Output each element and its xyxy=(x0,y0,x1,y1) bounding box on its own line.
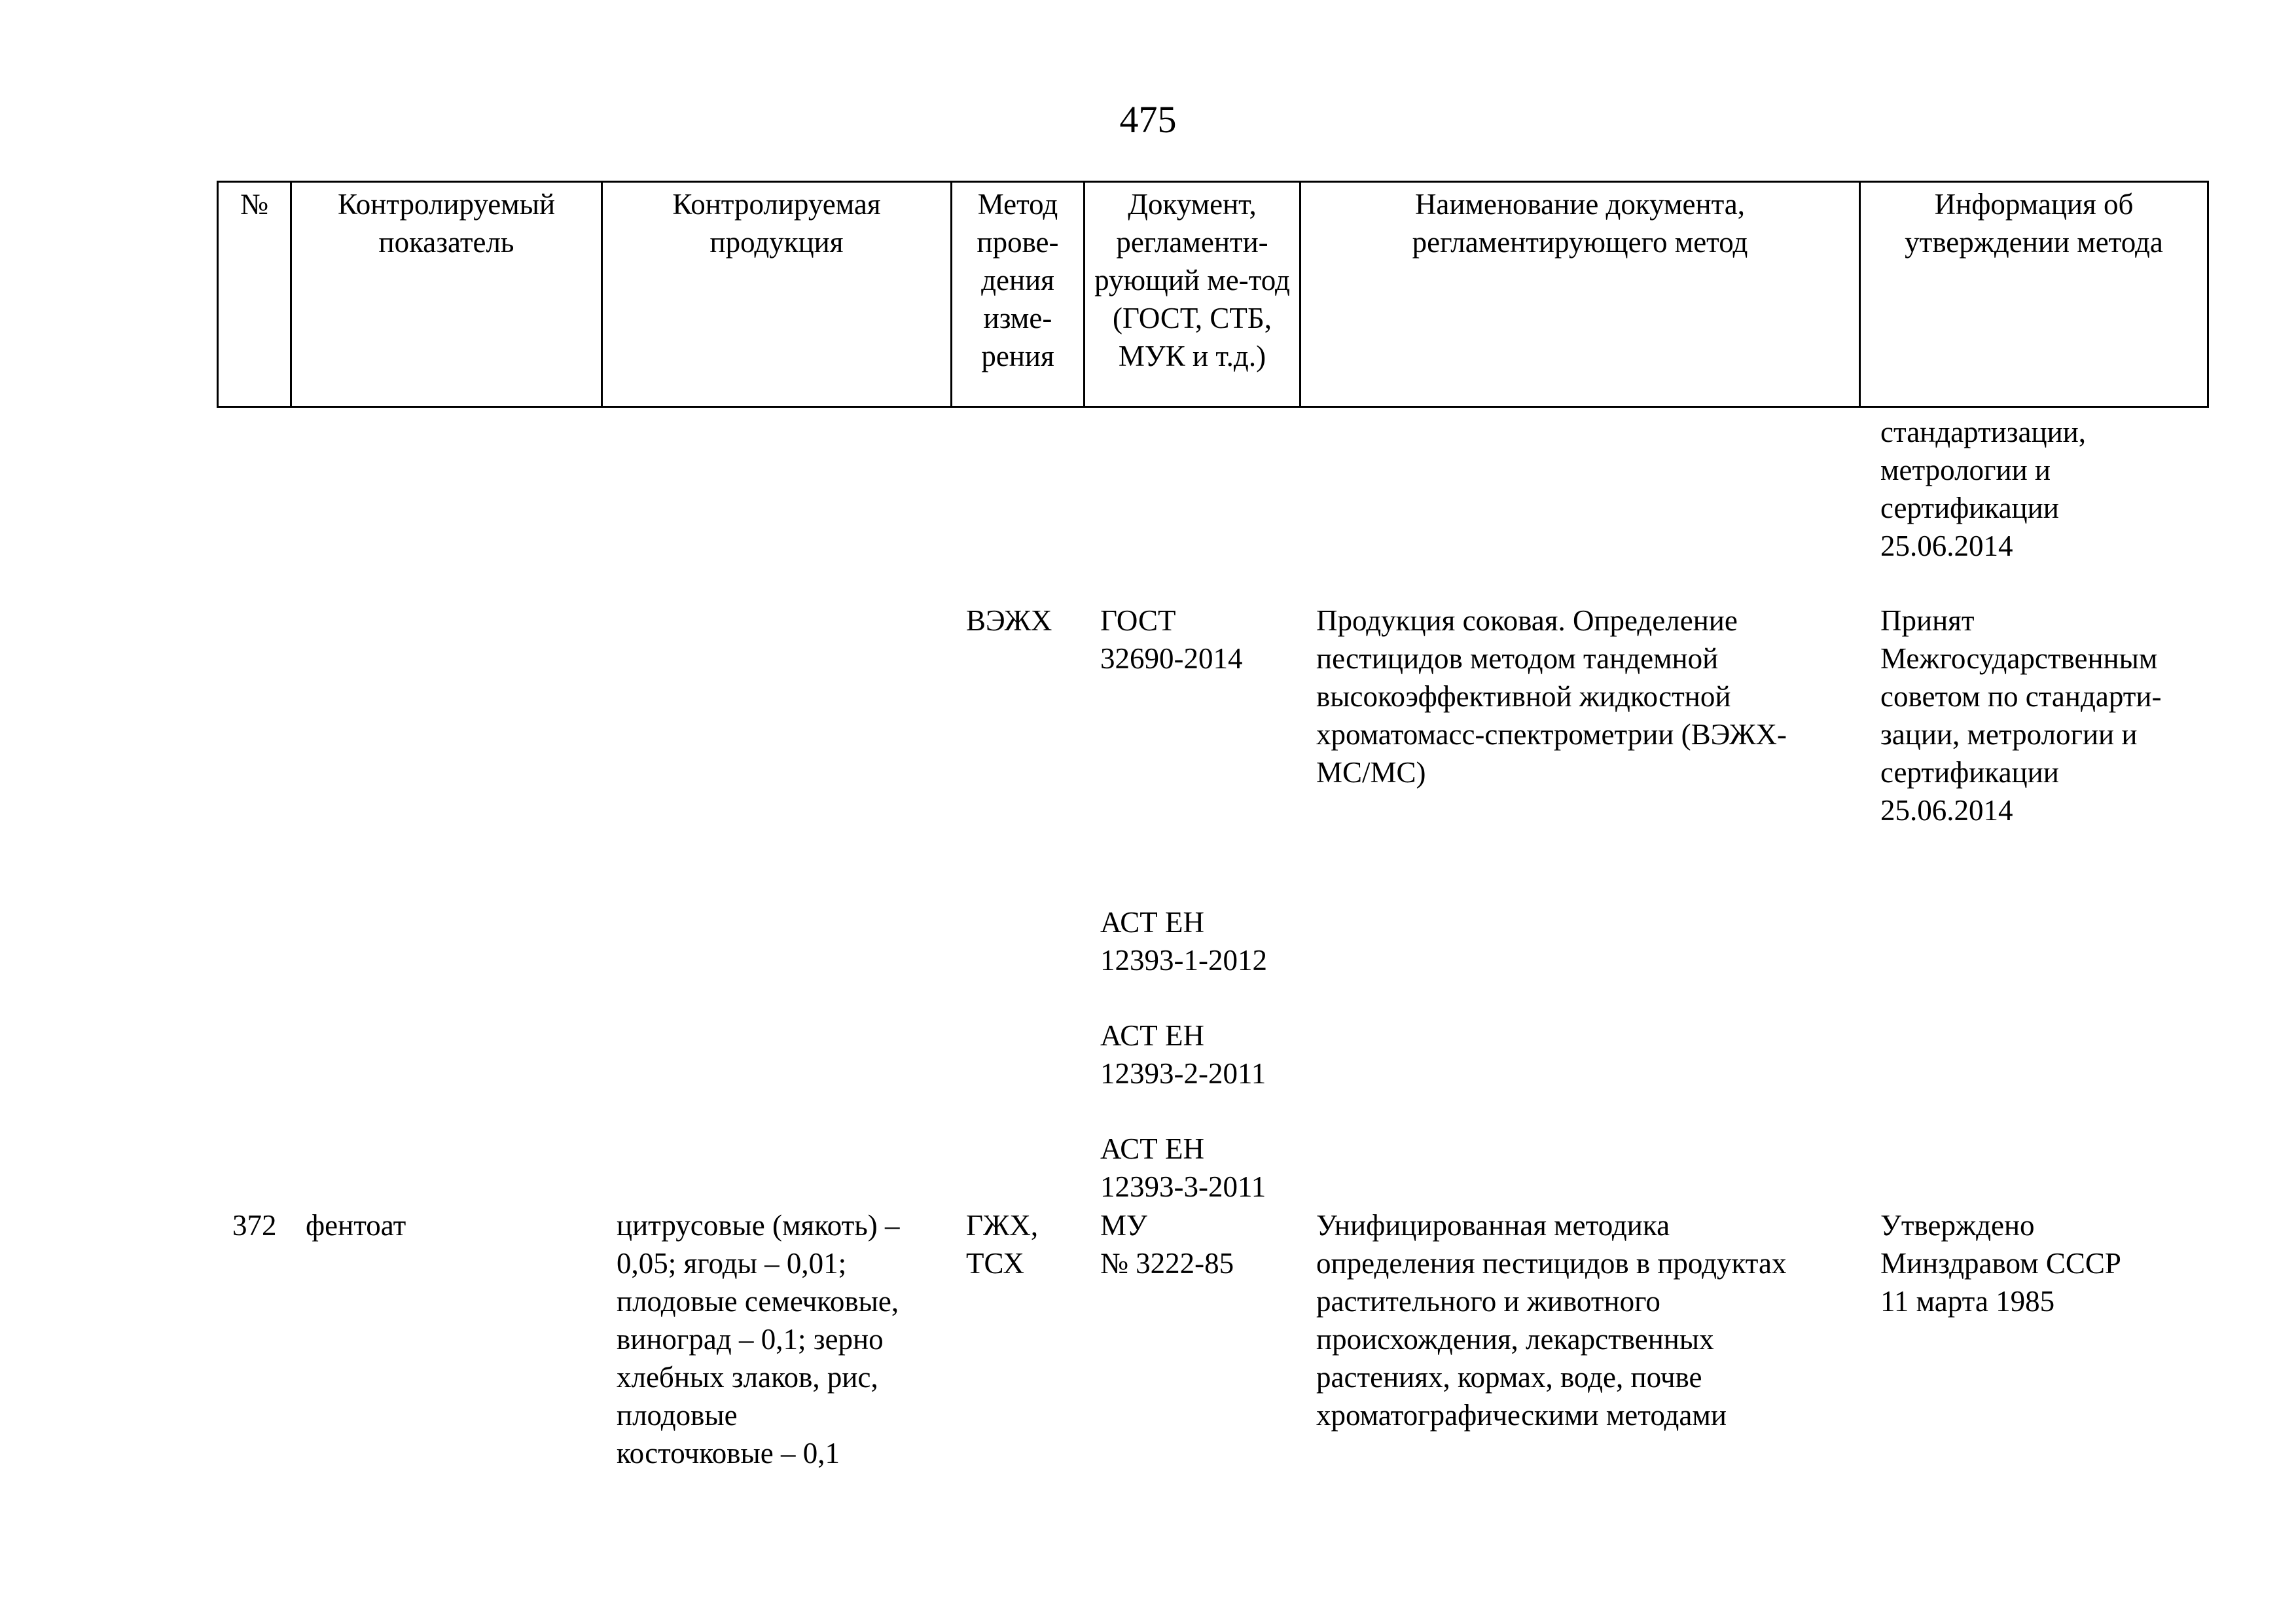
row-372-document: МУ № 3222-85 xyxy=(1100,1209,1234,1280)
header-approval: Информация об утверждении метода xyxy=(1860,182,2208,407)
header-doc-name: Наименование документа, регламентирующего метод xyxy=(1300,182,1860,407)
header-row xyxy=(218,182,2208,407)
table-header xyxy=(217,181,2209,408)
header-num: № xyxy=(218,182,291,407)
vezhkh-doc-name: Продукция соковая. Определение пестицидов методом тандемной высокоэффективной жидкостной хроматомасс-спектрометрии (ВЭЖХ- МС/МС) xyxy=(1316,604,1787,789)
row-372-indicator: фентоат xyxy=(306,1209,406,1242)
ast-doc-3: АСТ ЕН 12393-3-2011 xyxy=(1100,1132,1266,1203)
header-indicator: Контролируемый показатель xyxy=(291,182,602,407)
row-372-method: ГЖХ, ТСХ xyxy=(966,1209,1039,1280)
header-product: Контролируемая продукция xyxy=(602,182,952,407)
header-document: Документ, регламенти-рующий ме-тод (ГОСТ, СТБ, МУК и т.д.) xyxy=(1085,182,1300,407)
continuation-approval: стандартизации, метрологии и сертификации 25.06.2014 xyxy=(1880,416,2087,562)
header-method: Метод прове-дения изме-рения xyxy=(952,182,1085,407)
row-372-num: 372 xyxy=(232,1209,277,1242)
ast-doc-2: АСТ ЕН 12393-2-2011 xyxy=(1100,1019,1266,1090)
page-number: 475 xyxy=(1119,98,1177,141)
row-372-approval: Утверждено Минздравом СССР 11 марта 1985 xyxy=(1880,1209,2121,1318)
vezhkh-method: ВЭЖХ xyxy=(966,604,1052,637)
row-372-product: цитрусовые (мякоть) – 0,05; ягоды – 0,01; плодовые семечковые, виноград – 0,1; зерно хлебных злаков, рис, плодовые косточковые – 0,1 xyxy=(617,1209,900,1470)
vezhkh-approval: Принят Межгосударственным советом по стандарти- зации, метрологии и сертификации 25.06.2014 xyxy=(1880,604,2162,827)
row-372-doc-name: Унифицированная методика определения пестицидов в продуктах растительного и животного происхождения, лекарственных растениях, кормах, воде, почве хроматографическими методами xyxy=(1316,1209,1787,1432)
vezhkh-document: ГОСТ 32690-2014 xyxy=(1100,604,1243,675)
ast-doc-1: АСТ ЕН 12393-1-2012 xyxy=(1100,906,1267,977)
